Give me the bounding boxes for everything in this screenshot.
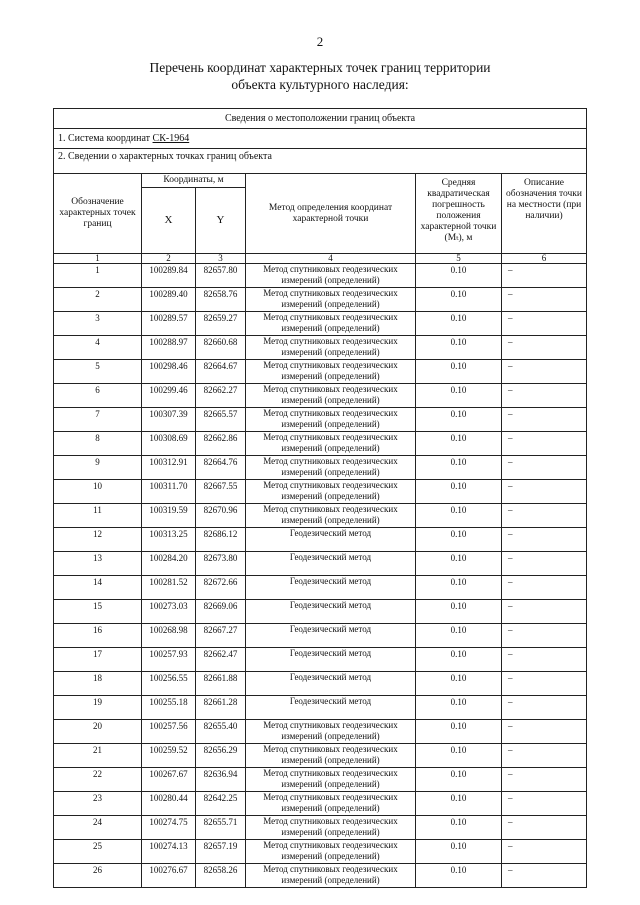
y-coordinate: 82658.76 bbox=[196, 288, 246, 312]
col-number-4: 4 bbox=[246, 254, 416, 264]
page-number: 2 bbox=[316, 34, 324, 49]
x-coordinate: 100299.46 bbox=[142, 384, 196, 408]
point-number: 17 bbox=[54, 648, 142, 672]
x-coordinate: 100298.46 bbox=[142, 360, 196, 384]
method: Метод спутниковых геодезических измерений (определений) bbox=[246, 720, 416, 744]
point-description: – bbox=[502, 408, 587, 432]
y-coordinate: 82670.96 bbox=[196, 504, 246, 528]
point-number: 7 bbox=[54, 408, 142, 432]
method: Метод спутниковых геодезических измерений (определений) bbox=[246, 864, 416, 888]
y-coordinate: 82686.12 bbox=[196, 528, 246, 552]
point-description: – bbox=[502, 384, 587, 408]
boundary-points-table bbox=[53, 108, 587, 888]
table-row bbox=[54, 384, 587, 408]
table-row bbox=[54, 456, 587, 480]
table-row bbox=[54, 648, 587, 672]
error-value: 0.10 bbox=[416, 360, 502, 384]
col-number-5: 5 bbox=[416, 254, 502, 264]
point-number: 15 bbox=[54, 600, 142, 624]
point-description: – bbox=[502, 456, 587, 480]
coordinate-system-label: 1. Система координат bbox=[58, 133, 151, 144]
point-number: 8 bbox=[54, 432, 142, 456]
point-number: 18 bbox=[54, 672, 142, 696]
error-value: 0.10 bbox=[416, 432, 502, 456]
error-value: 0.10 bbox=[416, 312, 502, 336]
point-number: 25 bbox=[54, 840, 142, 864]
method: Метод спутниковых геодезических измерений (определений) bbox=[246, 744, 416, 768]
method: Метод спутниковых геодезических измерений (определений) bbox=[246, 456, 416, 480]
error-value: 0.10 bbox=[416, 504, 502, 528]
x-coordinate: 100259.52 bbox=[142, 744, 196, 768]
table-row bbox=[54, 288, 587, 312]
x-coordinate: 100289.84 bbox=[142, 264, 196, 288]
x-coordinate: 100284.20 bbox=[142, 552, 196, 576]
point-description: – bbox=[502, 600, 587, 624]
method: Метод спутниковых геодезических измерений (определений) bbox=[246, 504, 416, 528]
col-coordinates-header: Координаты, м bbox=[142, 174, 246, 188]
table-row bbox=[54, 504, 587, 528]
point-number: 14 bbox=[54, 576, 142, 600]
point-description: – bbox=[502, 696, 587, 720]
method: Метод спутниковых геодезических измерений (определений) bbox=[246, 312, 416, 336]
point-description: – bbox=[502, 432, 587, 456]
method: Метод спутниковых геодезических измерений (определений) bbox=[246, 792, 416, 816]
table-row bbox=[54, 336, 587, 360]
point-description: – bbox=[502, 720, 587, 744]
point-number: 1 bbox=[54, 264, 142, 288]
error-value: 0.10 bbox=[416, 336, 502, 360]
section-header: Сведения о местоположении границ объекта bbox=[54, 109, 587, 129]
points-header: 2. Сведении о характерных точках границ объекта bbox=[54, 149, 587, 174]
point-description: – bbox=[502, 816, 587, 840]
point-number: 6 bbox=[54, 384, 142, 408]
method: Метод спутниковых геодезических измерений (определений) bbox=[246, 432, 416, 456]
method: Геодезический метод bbox=[246, 624, 416, 648]
point-number: 4 bbox=[54, 336, 142, 360]
table-row bbox=[54, 264, 587, 288]
x-coordinate: 100311.70 bbox=[142, 480, 196, 504]
error-value: 0.10 bbox=[416, 288, 502, 312]
table-row bbox=[54, 840, 587, 864]
x-coordinate: 100307.39 bbox=[142, 408, 196, 432]
error-value: 0.10 bbox=[416, 264, 502, 288]
title-line-1: Перечень координат характерных точек границ территории bbox=[149, 60, 491, 75]
point-number: 10 bbox=[54, 480, 142, 504]
point-number: 26 bbox=[54, 864, 142, 888]
x-coordinate: 100267.67 bbox=[142, 768, 196, 792]
point-description: – bbox=[502, 264, 587, 288]
y-coordinate: 82656.29 bbox=[196, 744, 246, 768]
point-description: – bbox=[502, 552, 587, 576]
point-number: 2 bbox=[54, 288, 142, 312]
document-title bbox=[0, 59, 640, 93]
col-method-header: Метод определения координат характерной точки bbox=[246, 174, 416, 254]
point-description: – bbox=[502, 840, 587, 864]
y-coordinate: 82660.68 bbox=[196, 336, 246, 360]
point-number: 3 bbox=[54, 312, 142, 336]
col-description-header: Описание обозначения точки на местности (при наличии) bbox=[502, 174, 587, 254]
point-number: 19 bbox=[54, 696, 142, 720]
method: Метод спутниковых геодезических измерений (определений) bbox=[246, 264, 416, 288]
method: Геодезический метод bbox=[246, 648, 416, 672]
x-coordinate: 100312.91 bbox=[142, 456, 196, 480]
x-coordinate: 100289.40 bbox=[142, 288, 196, 312]
col-designation-header: Обозначение характерных точек границ bbox=[54, 174, 142, 254]
point-description: – bbox=[502, 624, 587, 648]
y-coordinate: 82661.28 bbox=[196, 696, 246, 720]
col-y-header: Y bbox=[196, 188, 246, 254]
error-value: 0.10 bbox=[416, 600, 502, 624]
x-coordinate: 100313.25 bbox=[142, 528, 196, 552]
method: Метод спутниковых геодезических измерений (определений) bbox=[246, 336, 416, 360]
table-row bbox=[54, 792, 587, 816]
error-value: 0.10 bbox=[416, 768, 502, 792]
table-row bbox=[54, 552, 587, 576]
title-line-2: объекта культурного наследия: bbox=[231, 77, 409, 92]
point-description: – bbox=[502, 576, 587, 600]
y-coordinate: 82655.71 bbox=[196, 816, 246, 840]
point-description: – bbox=[502, 480, 587, 504]
point-description: – bbox=[502, 336, 587, 360]
y-coordinate: 82667.55 bbox=[196, 480, 246, 504]
y-coordinate: 82657.19 bbox=[196, 840, 246, 864]
table-row bbox=[54, 600, 587, 624]
coordinate-system-value: СК-1964 bbox=[152, 133, 190, 144]
point-number: 20 bbox=[54, 720, 142, 744]
x-coordinate: 100257.56 bbox=[142, 720, 196, 744]
method: Геодезический метод bbox=[246, 576, 416, 600]
point-number: 16 bbox=[54, 624, 142, 648]
point-description: – bbox=[502, 744, 587, 768]
error-value: 0.10 bbox=[416, 720, 502, 744]
table-row bbox=[54, 576, 587, 600]
point-number: 24 bbox=[54, 816, 142, 840]
col-number-1: 1 bbox=[54, 254, 142, 264]
point-description: – bbox=[502, 672, 587, 696]
table-row bbox=[54, 744, 587, 768]
point-number: 9 bbox=[54, 456, 142, 480]
method: Метод спутниковых геодезических измерений (определений) bbox=[246, 816, 416, 840]
error-value: 0.10 bbox=[416, 552, 502, 576]
x-coordinate: 100273.03 bbox=[142, 600, 196, 624]
col-error-header: Средняя квадратическая погрешность положения характерной точки (Mₜ), м bbox=[416, 174, 502, 254]
method: Метод спутниковых геодезических измерений (определений) bbox=[246, 768, 416, 792]
point-number: 21 bbox=[54, 744, 142, 768]
x-coordinate: 100319.59 bbox=[142, 504, 196, 528]
table-row bbox=[54, 696, 587, 720]
y-coordinate: 82659.27 bbox=[196, 312, 246, 336]
y-coordinate: 82662.27 bbox=[196, 384, 246, 408]
y-coordinate: 82664.76 bbox=[196, 456, 246, 480]
y-coordinate: 82669.06 bbox=[196, 600, 246, 624]
col-number-3: 3 bbox=[196, 254, 246, 264]
x-coordinate: 100288.97 bbox=[142, 336, 196, 360]
y-coordinate: 82642.25 bbox=[196, 792, 246, 816]
point-number: 13 bbox=[54, 552, 142, 576]
y-coordinate: 82658.26 bbox=[196, 864, 246, 888]
x-coordinate: 100280.44 bbox=[142, 792, 196, 816]
y-coordinate: 82661.88 bbox=[196, 672, 246, 696]
table-row bbox=[54, 528, 587, 552]
x-coordinate: 100274.13 bbox=[142, 840, 196, 864]
point-description: – bbox=[502, 792, 587, 816]
error-value: 0.10 bbox=[416, 576, 502, 600]
y-coordinate: 82664.67 bbox=[196, 360, 246, 384]
col-number-6: 6 bbox=[502, 254, 587, 264]
error-value: 0.10 bbox=[416, 816, 502, 840]
error-value: 0.10 bbox=[416, 672, 502, 696]
error-value: 0.10 bbox=[416, 456, 502, 480]
table-row bbox=[54, 672, 587, 696]
table-row bbox=[54, 360, 587, 384]
error-value: 0.10 bbox=[416, 696, 502, 720]
y-coordinate: 82662.47 bbox=[196, 648, 246, 672]
method: Метод спутниковых геодезических измерений (определений) bbox=[246, 288, 416, 312]
point-description: – bbox=[502, 360, 587, 384]
error-value: 0.10 bbox=[416, 384, 502, 408]
point-description: – bbox=[502, 768, 587, 792]
point-number: 22 bbox=[54, 768, 142, 792]
x-coordinate: 100255.18 bbox=[142, 696, 196, 720]
point-description: – bbox=[502, 312, 587, 336]
method: Геодезический метод bbox=[246, 696, 416, 720]
method: Метод спутниковых геодезических измерений (определений) bbox=[246, 384, 416, 408]
x-coordinate: 100256.55 bbox=[142, 672, 196, 696]
table-row bbox=[54, 408, 587, 432]
method: Геодезический метод bbox=[246, 528, 416, 552]
table-row bbox=[54, 816, 587, 840]
x-coordinate: 100308.69 bbox=[142, 432, 196, 456]
table-row bbox=[54, 312, 587, 336]
x-coordinate: 100257.93 bbox=[142, 648, 196, 672]
error-value: 0.10 bbox=[416, 528, 502, 552]
table-row bbox=[54, 624, 587, 648]
x-coordinate: 100274.75 bbox=[142, 816, 196, 840]
point-number: 5 bbox=[54, 360, 142, 384]
error-value: 0.10 bbox=[416, 648, 502, 672]
x-coordinate: 100281.52 bbox=[142, 576, 196, 600]
y-coordinate: 82672.66 bbox=[196, 576, 246, 600]
error-value: 0.10 bbox=[416, 840, 502, 864]
y-coordinate: 82667.27 bbox=[196, 624, 246, 648]
table-row bbox=[54, 864, 587, 888]
y-coordinate: 82662.86 bbox=[196, 432, 246, 456]
point-number: 23 bbox=[54, 792, 142, 816]
method: Геодезический метод bbox=[246, 672, 416, 696]
col-x-header: X bbox=[142, 188, 196, 254]
x-coordinate: 100268.98 bbox=[142, 624, 196, 648]
point-description: – bbox=[502, 528, 587, 552]
x-coordinate: 100276.67 bbox=[142, 864, 196, 888]
y-coordinate: 82655.40 bbox=[196, 720, 246, 744]
error-value: 0.10 bbox=[416, 744, 502, 768]
method: Метод спутниковых геодезических измерений (определений) bbox=[246, 360, 416, 384]
point-description: – bbox=[502, 864, 587, 888]
col-number-2: 2 bbox=[142, 254, 196, 264]
method: Метод спутниковых геодезических измерений (определений) bbox=[246, 480, 416, 504]
point-number: 11 bbox=[54, 504, 142, 528]
error-value: 0.10 bbox=[416, 864, 502, 888]
table-row bbox=[54, 768, 587, 792]
y-coordinate: 82636.94 bbox=[196, 768, 246, 792]
coordinate-system-row bbox=[54, 129, 587, 149]
error-value: 0.10 bbox=[416, 408, 502, 432]
point-description: – bbox=[502, 288, 587, 312]
error-value: 0.10 bbox=[416, 792, 502, 816]
error-value: 0.10 bbox=[416, 624, 502, 648]
point-description: – bbox=[502, 648, 587, 672]
method: Метод спутниковых геодезических измерений (определений) bbox=[246, 840, 416, 864]
error-value: 0.10 bbox=[416, 480, 502, 504]
y-coordinate: 82657.80 bbox=[196, 264, 246, 288]
point-number: 12 bbox=[54, 528, 142, 552]
point-description: – bbox=[502, 504, 587, 528]
table-row bbox=[54, 480, 587, 504]
method: Метод спутниковых геодезических измерений (определений) bbox=[246, 408, 416, 432]
y-coordinate: 82665.57 bbox=[196, 408, 246, 432]
method: Геодезический метод bbox=[246, 552, 416, 576]
x-coordinate: 100289.57 bbox=[142, 312, 196, 336]
table-row bbox=[54, 720, 587, 744]
table-row bbox=[54, 432, 587, 456]
y-coordinate: 82673.80 bbox=[196, 552, 246, 576]
method: Геодезический метод bbox=[246, 600, 416, 624]
